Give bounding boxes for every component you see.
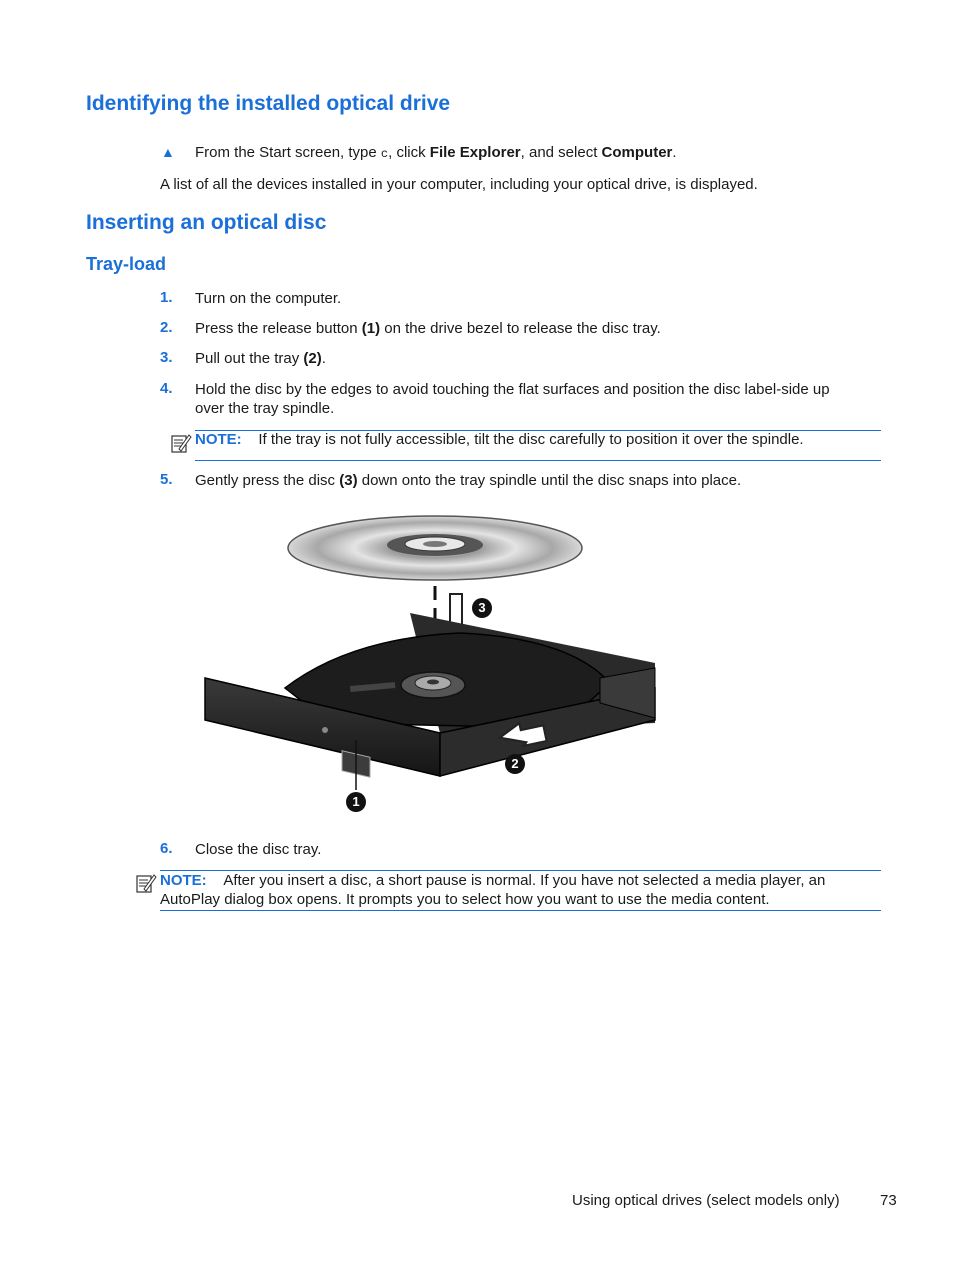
step-text-continued: over the tray spindle. xyxy=(195,400,335,417)
step-text: Hold the disc by the edges to avoid touching the flat surfaces and position the disc label-side up xyxy=(195,381,830,398)
optical-drive-illustration xyxy=(200,508,670,820)
heading-inserting-optical-disc: Inserting an optical disc xyxy=(86,211,327,234)
step-number: 6. xyxy=(160,840,173,857)
step-text: Turn on the computer. xyxy=(195,290,342,307)
note-2: NOTE: After you insert a disc, a short pause is normal. If you have not selected a media player, an xyxy=(160,872,826,889)
step-number: 4. xyxy=(160,380,173,397)
step-number: 1. xyxy=(160,289,173,306)
note-pencil-icon xyxy=(170,432,192,459)
note-label: NOTE: xyxy=(160,872,207,889)
identify-paragraph: A list of all the devices installed in your computer, including your optical drive, is displayed. xyxy=(160,176,758,193)
note-bottom-rule xyxy=(160,910,881,911)
step-number: 5. xyxy=(160,471,173,488)
callout-3: 3 xyxy=(472,598,492,618)
footer-section-title: Using optical drives (select models only) xyxy=(572,1192,840,1209)
page-number: 73 xyxy=(880,1192,897,1209)
subheading-tray-load: Tray-load xyxy=(86,254,167,274)
step-text: Close the disc tray. xyxy=(195,841,322,858)
note-1: NOTE: If the tray is not fully accessible, tilt the disc carefully to position it over the spindle. xyxy=(195,431,804,448)
step-number: 3. xyxy=(160,349,173,366)
note-2-continued: AutoPlay dialog box opens. It prompts you to select how you want to use the media content. xyxy=(160,891,770,908)
keyboard-key: c xyxy=(380,147,389,161)
step-number: 2. xyxy=(160,319,173,336)
heading-identifying-optical-drive: Identifying the installed optical drive xyxy=(86,92,451,115)
callout-2: 2 xyxy=(505,754,525,774)
step-text: Press the release button (1) on the drive bezel to release the disc tray. xyxy=(195,320,661,337)
note-bottom-rule xyxy=(195,460,881,461)
note-label: NOTE: xyxy=(195,431,242,448)
note-pencil-icon xyxy=(135,872,157,899)
identify-step: From the Start screen, type c, click File Explorer, and select Computer. xyxy=(195,144,677,161)
callout-1: 1 xyxy=(346,792,366,812)
step-text: Pull out the tray (2). xyxy=(195,350,326,367)
step-text: Gently press the disc (3) down onto the tray spindle until the disc snaps into place. xyxy=(195,472,742,489)
triangle-up-icon: ▲ xyxy=(161,144,175,160)
